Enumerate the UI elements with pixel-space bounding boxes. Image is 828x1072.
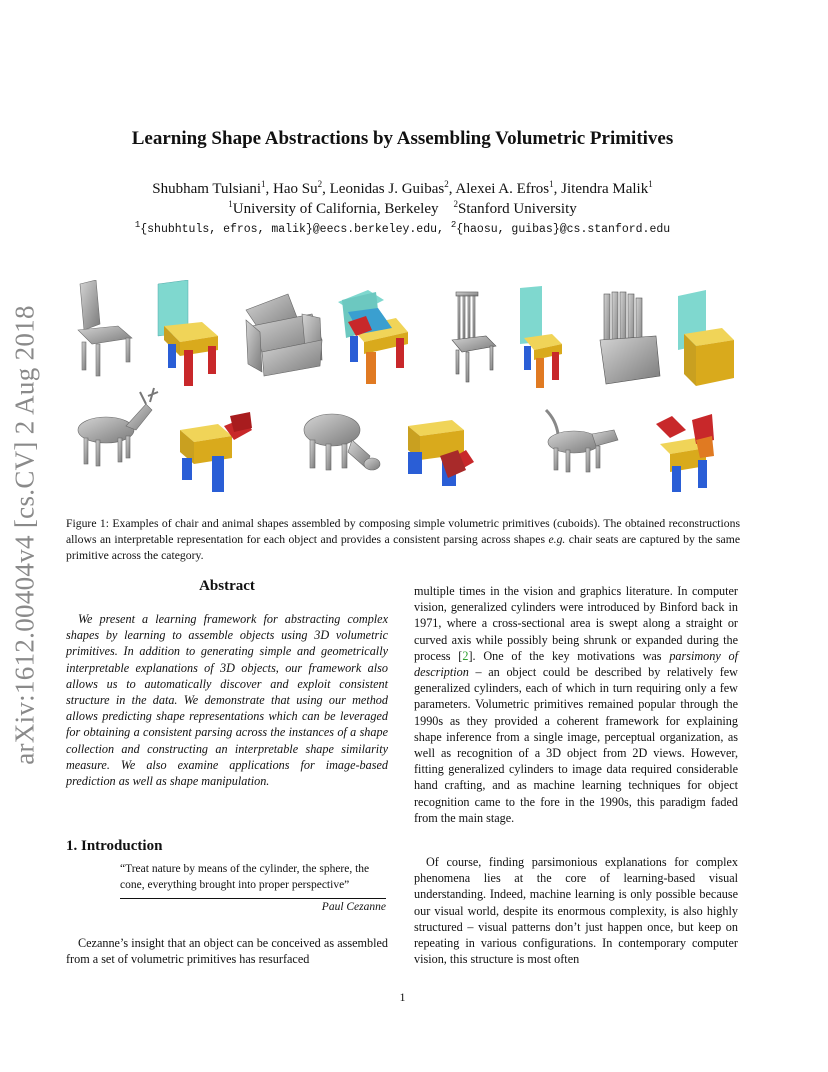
affiliation: University of California, Berkeley: [232, 201, 439, 217]
deer-mesh: [78, 388, 158, 466]
armchair-primitives: [338, 290, 408, 384]
author: Alexei A. Efros: [455, 181, 550, 197]
chair-primitives-1: [158, 280, 218, 386]
email-group: {shubhtuls, efros, malik}@eecs.berkeley.edu,: [140, 223, 444, 236]
spindle-chair-primitives: [520, 286, 562, 388]
horse-mesh: [304, 414, 380, 470]
intro-paragraph: Cezanne’s insight that an object can be conceived as assembled from a set of volumetric primitives has resurfaced: [66, 936, 388, 967]
abstract-text: We present a learning framework for abstracting complex shapes by learning to assemble objects using 3D volumetric primitives. In addition to generating simple and geometrically interpretable explanations of 3D objects, our framework also allows us to automatically discover and exploit consistent structure in the data. We demonstrate that using our method allows predicting shape representations which can be leveraged for obtaining a consistent parsing across the instances of a shape collection and constructing an interpretable shape similarity measure. We also examine applications for image-based prediction as well as shape manipulation.: [66, 612, 388, 789]
author-list: Shubham Tulsiani$^1$, Hao Su$^2$, Leonidas J. Guibas$^2$, Alexei A. Efros$^1$, Jitendra Malik$^1$: [152, 179, 653, 197]
page-number: 1: [399, 990, 406, 1004]
affiliations: $^1$University of California, Berkeley $^2$Stanford University: [228, 199, 577, 217]
email-group: {haosu, guibas}@cs.stanford.edu: [456, 223, 671, 236]
author: Leonidas J. Guibas: [329, 181, 445, 197]
cat-mesh: [546, 410, 618, 472]
cat-primitives: [656, 414, 714, 492]
emails: $^1${shubhtuls, efros, malik}@eecs.berkeley.edu, $^2${haosu, guibas}@cs.stanford.edu: [134, 220, 671, 236]
epigraph-quote: “Treat nature by means of the cylinder, the sphere, the cone, everything brought into proper perspective”: [120, 863, 370, 891]
chair-mesh-1: [78, 280, 132, 376]
author: Shubham Tulsiani: [152, 181, 262, 197]
right-column-paragraph-1: multiple times in the vision and graphics literature. In computer vision, generalized cylinders were introduced by Binford back in 1971, where a cross-sectional area is swept along a straight or curved axis while possibly being shrunk or expanded during the process [2]. One of the key motivations was parsimony of description – an object could be described by relatively few generalized cylinders, each of which in turn requiring only a few parameters. Volumetric primitives remained popular through the 1990s as they provided a coherent framework for explaining shape inference from a single image, perceptual organization, as well as recognition of a 3D object from 2D views. However, fitting generalized cylinders to image data required considerable hand crafting, and as machine learning techniques for object recognition came to the fore in the 1990s, this paradigm faded from the main stage.: [414, 584, 739, 825]
epigraph-author: Paul Cezanne: [321, 901, 386, 913]
intro-heading: 1. Introduction: [66, 838, 163, 854]
deer-primitives: [180, 412, 252, 492]
figure-1-image: [66, 280, 746, 510]
leg-cuboid: [184, 350, 193, 386]
abstract-heading: Abstract: [199, 578, 255, 594]
armchair-mesh: [246, 294, 322, 376]
epigraph-rule: [120, 898, 386, 899]
arxiv-stamp: arXiv:1612.00404v4 [cs.CV] 2 Aug 2018: [9, 305, 40, 765]
spindle-chair-mesh: [452, 292, 496, 382]
figure-caption: Figure 1: Examples of chair and animal shapes assembled by composing simple volumetric primitives (cuboids). The obtained reconstructions allows an interpretable representation for each object and provides a consistent parsing across shapes e.g. chair seats are captured by the same primitive across the category.: [66, 517, 741, 562]
author: Hao Su: [273, 181, 318, 197]
slatted-chair-primitives: [678, 290, 734, 386]
affiliation: Stanford University: [458, 201, 577, 217]
right-column-paragraph-2: Of course, finding parsimonious explanations for complex phenomena lies at the core of learning-based visual understanding. Indeed, machine learning is only possible because our visual world, despite its enormous complexity, is also highly structured – visual patterns don’t just happen once, but keep on repeating in various configurations. In contemporary computer vision, this structure is most often: [414, 855, 738, 967]
author: Jitendra Malik: [561, 181, 649, 197]
slatted-chair-mesh: [600, 292, 660, 384]
citation-link[interactable]: 2: [462, 648, 469, 663]
horse-primitives: [408, 420, 474, 486]
paper-title: Learning Shape Abstractions by Assembling Volumetric Primitives: [131, 128, 674, 149]
